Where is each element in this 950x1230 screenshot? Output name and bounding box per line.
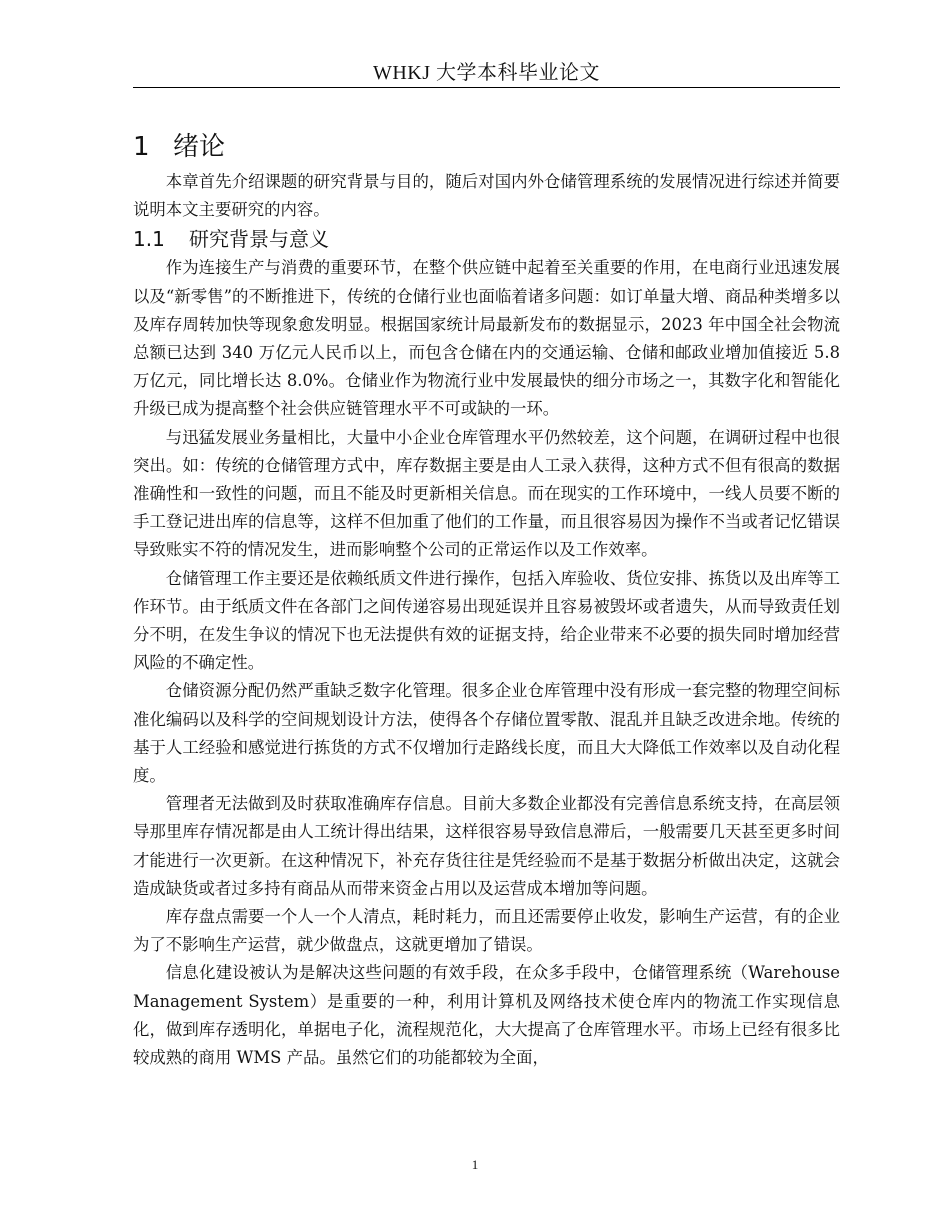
section-number: 1.1: [133, 227, 165, 252]
body-paragraph: 库存盘点需要一个人一个人清点，耗时耗力，而且还需要停止收发，影响生产运营，有的企业为了不影响生产运营，就少做盘点，这就更增加了错误。: [133, 907, 840, 955]
body-paragraph: 仓储管理工作主要还是依赖纸质文件进行操作，包括入库验收、货位安排、拣货以及出库等工作环节。由于纸质文件在各部门之间传递容易出现延误并且容易被毁坏或者遗失，从而导致责任划分不明，在发生争议的情况下也无法提供有效的证据支持，给企业带来不必要的损失同时增加经营风险的不确定性。: [133, 568, 840, 673]
page-content: [133, 128, 840, 1072]
chapter-number: 1: [133, 132, 150, 162]
body-paragraph: 信息化建设被认为是解决这些问题的有效手段，在众多手段中，仓储管理系统（Warehouse Management System）是重要的一种，利用计算机及网络技术使仓库内的物流工作实现信息化，做到库存透明化，单据电子化，流程规范化，大大提高了仓库管理水平。市场上已经有很多比较成熟的商用 WMS 产品。虽然它们的功能都较为全面，: [133, 963, 840, 1068]
section-heading: [133, 224, 840, 254]
page-number: 1: [471, 1157, 479, 1172]
header-rule: [133, 87, 840, 88]
chapter-heading: [133, 128, 840, 166]
body-paragraph: 作为连接生产与消费的重要环节，在整个供应链中起着至关重要的作用，在电商行业迅速发展以及“新零售”的不断推进下，传统的仓储行业也面临着诸多问题：如订单量大增、商品种类增多以及库存周转加快等现象愈发明显。根据国家统计局最新发布的数据显示，2023 年中国全社会物流总额已达到 340 万亿元人民币以上，而包含仓储在内的交通运输、仓储和邮政业增加值接近 5.8 万亿元，同比增长达 8.0%。仓储业作为物流行业中发展最快的细分市场之一，其数字化和智能化升级已成为提高整个社会供应链管理水平不可或缺的一环。: [133, 258, 840, 419]
body-paragraph: 仓储资源分配仍然严重缺乏数字化管理。很多企业仓库管理中没有形成一套完整的物理空间标准化编码以及科学的空间规划设计方法，使得各个存储位置零散、混乱并且缺乏改进余地。传统的基于人工经验和感觉进行拣货的方式不仅增加行走路线长度，而且大大降低工作效率以及自动化程度。: [133, 681, 840, 786]
chapter-title: 绪论: [173, 132, 226, 162]
body-paragraph: 与迅猛发展业务量相比，大量中小企业仓库管理水平仍然较差，这个问题，在调研过程中也很突出。如：传统的仓储管理方式中，库存数据主要是由人工录入获得，这种方式不但有很高的数据准确性和一致性的问题，而且不能及时更新相关信息。而在现实的工作环境中，一线人员要不断的手工登记进出库的信息等，这样不但加重了他们的工作量，而且很容易因为操作不当或者记忆错误导致账实不符的情况发生，进而影响整个公司的正常运作以及工作效率。: [133, 427, 840, 560]
chapter-intro-paragraph: 本章首先介绍课题的研究背景与目的，随后对国内外仓储管理系统的发展情况进行综述并简要说明本文主要研究的内容。: [133, 172, 840, 220]
section-title: 研究背景与意义: [189, 227, 329, 252]
body-paragraph: 管理者无法做到及时获取准确库存信息。目前大多数企业都没有完善信息系统支持，在高层领导那里库存情况都是由人工统计得出结果，这样很容易导致信息滞后，一般需要几天甚至更多时间才能进行一次更新。在这种情况下，补充存货往往是凭经验而不是基于数据分析做出决定，这就会造成缺货或者过多持有商品从而带来资金占用以及运营成本增加等问题。: [133, 794, 840, 898]
running-header: WHKJ 大学本科毕业论文: [372, 62, 601, 84]
